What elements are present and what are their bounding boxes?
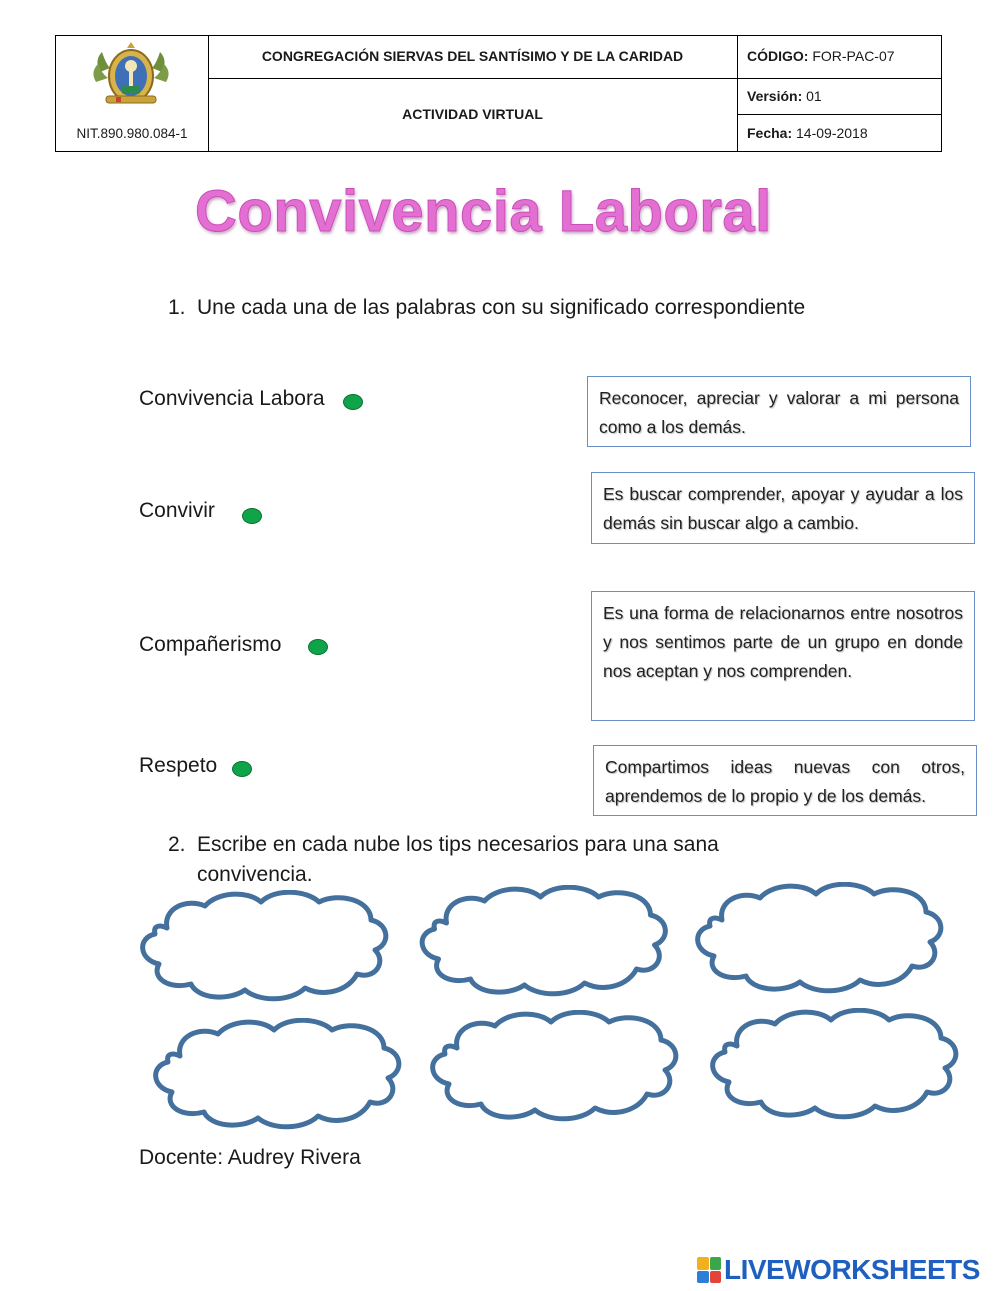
nit-number: NIT.890.980.084-1 (76, 126, 188, 141)
date-value: 14-09-2018 (796, 125, 868, 141)
answer-cloud[interactable] (135, 890, 395, 1005)
version-label: Versión: (747, 88, 803, 104)
brand-name: LIVEWORKSHEETS (724, 1254, 980, 1285)
school-logo (86, 42, 176, 108)
code-value: FOR-PAC-07 (812, 48, 895, 64)
answer-cloud[interactable] (425, 1010, 685, 1125)
match-dot[interactable] (343, 394, 363, 410)
definition-box[interactable]: Compartimos ideas nuevas con otros, aprendemos de lo propio y de los demás. (593, 745, 977, 816)
date-field (747, 125, 868, 141)
question-number: 2. (168, 833, 186, 856)
liveworksheets-icon (697, 1257, 721, 1283)
version-field (747, 88, 822, 104)
answer-cloud[interactable] (690, 882, 950, 997)
match-dot[interactable] (308, 639, 328, 655)
divider (737, 36, 738, 151)
word-convivir: Convivir (139, 499, 215, 522)
definition-box[interactable]: Es una forma de relacionarnos entre nosotros y nos sentimos parte de un grupo en donde nos aceptan y nos comprenden. (591, 591, 975, 721)
date-label: Fecha: (747, 125, 793, 141)
answer-cloud[interactable] (705, 1008, 965, 1123)
answer-cloud[interactable] (148, 1018, 408, 1133)
liveworksheets-logo[interactable] (697, 1255, 980, 1285)
answer-cloud[interactable] (412, 885, 677, 1000)
question-number: 1. (168, 296, 186, 319)
activity-type: ACTIVIDAD VIRTUAL (402, 106, 543, 122)
definition-box[interactable]: Reconocer, apreciar y valorar a mi persona como a los demás. (587, 376, 971, 447)
question-text: Une cada una de las palabras con su significado correspondiente (197, 296, 806, 319)
match-dot[interactable] (242, 508, 262, 524)
match-dot[interactable] (232, 761, 252, 777)
code-label: CÓDIGO: (747, 48, 809, 64)
page-title: Convivencia Laboral (195, 179, 772, 244)
word-companerismo: Compañerismo (139, 633, 282, 656)
word-respeto: Respeto (139, 754, 218, 777)
code-field (747, 48, 895, 64)
divider (737, 114, 941, 115)
organization-name: CONGREGACIÓN SIERVAS DEL SANTÍSIMO Y DE LA CARIDAD (261, 48, 684, 64)
teacher-name: Docente: Audrey Rivera (139, 1146, 361, 1169)
version-value: 01 (806, 88, 822, 104)
divider (208, 78, 941, 79)
question-text: Escribe en cada nube los tips necesarios para una sana (197, 833, 719, 856)
definition-box[interactable]: Es buscar comprender, apoyar y ayudar a los demás sin buscar algo a cambio. (591, 472, 975, 544)
word-convivencia-laboral: Convivencia Labora (139, 387, 325, 410)
crest-icon (86, 42, 176, 108)
question-text: convivencia. (197, 863, 313, 886)
header-table (55, 35, 942, 152)
